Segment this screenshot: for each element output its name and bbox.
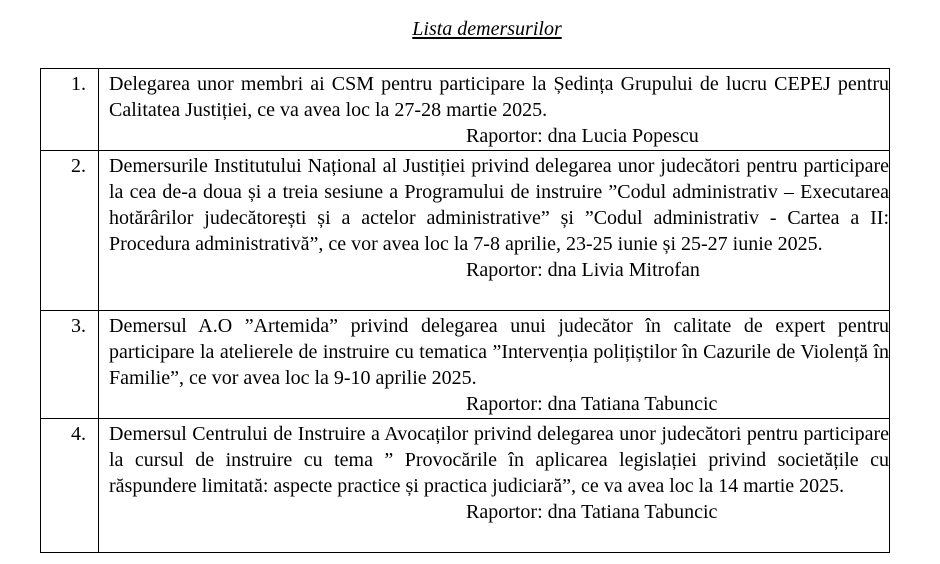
agenda-item [41, 69, 890, 151]
item-description: Demersul A.O ”Artemida” privind delegarea unui judecător în calitate de expert pentru participare la atelierele de instruire cu tematica ”Intervenția polițiștilor în Cazurile de Violență în Familie”, ce vor avea loc la 9-10 aprilie 2025. [109, 315, 889, 389]
item-number: 4. [41, 419, 99, 553]
item-reporter: Raportor: dna Tatiana Tabuncic [466, 393, 718, 415]
agenda-table [40, 68, 890, 553]
item-number: 3. [41, 311, 99, 419]
item-reporter: Raportor: dna Lucia Popescu [466, 125, 699, 147]
agenda-item [41, 311, 890, 419]
item-content [99, 151, 890, 311]
item-number: 1. [41, 69, 99, 151]
item-description: Demersul Centrului de Instruire a Avocaților privind delegarea unor judecători pentru participare la cursul de instruire cu tema ” Provocările în aplicarea legislației privind societățile cu răspundere limitată: aspecte practice și practica judiciară”, ce va avea loc la 14 martie 2025. [109, 423, 889, 497]
item-reporter: Raportor: dna Tatiana Tabuncic [466, 501, 718, 523]
document-title: Lista demersurilor [412, 18, 562, 40]
item-description: Delegarea unor membri ai CSM pentru participare la Ședința Grupului de lucru CEPEJ pentru Calitatea Justiției, ce va avea loc la 27-28 martie 2025. [109, 73, 889, 121]
agenda-item [41, 151, 890, 311]
item-content [99, 311, 890, 419]
item-reporter: Raportor: dna Livia Mitrofan [466, 259, 700, 281]
item-number: 2. [41, 151, 99, 311]
agenda-item [41, 419, 890, 553]
item-description: Demersurile Institutului Național al Justiției privind delegarea unor judecători pentru participare la cea de-a doua și a treia sesiune a Programului de instruire ”Codul administrativ – Executarea hotărârilor judecătorești și a actelor administrative” și ”Codul administrativ - Cartea a II: Procedura administrativă”, ce vor avea loc la 7-8 aprilie, 23-25 iunie și 25-27 iunie 2025. [109, 155, 889, 255]
item-content [99, 419, 890, 553]
item-content [99, 69, 890, 151]
